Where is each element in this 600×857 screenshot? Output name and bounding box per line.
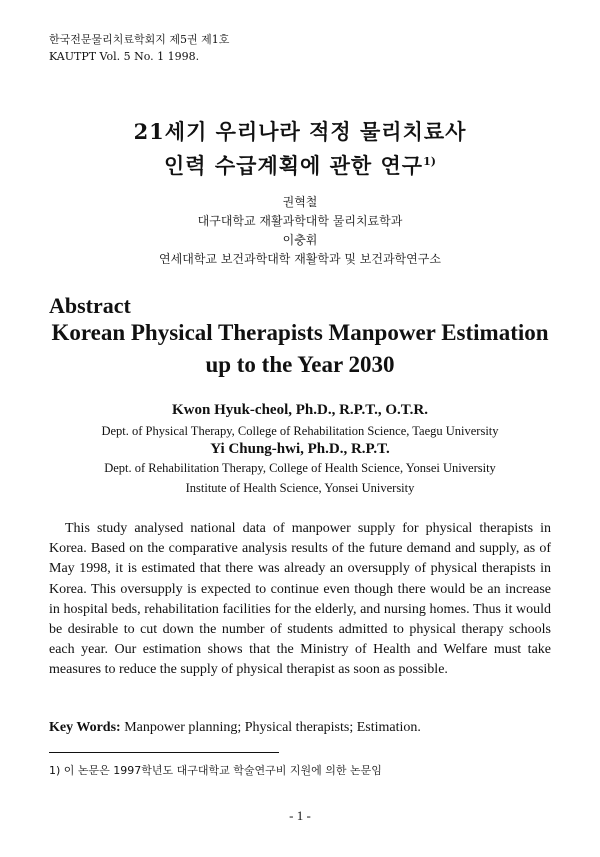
title-footnote-mark: 1): [423, 155, 436, 168]
korean-affiliation-2: 연세대학교 보건과학대학 재활학과 및 보건과학연구소: [159, 252, 441, 266]
page-number: - 1 -: [289, 808, 311, 823]
korean-title-line2-text: 인력 수급계획에 관한 연구: [164, 153, 424, 178]
english-affiliation-2a: Dept. of Rehabilitation Therapy, College of Health Science, Yonsei University: [104, 461, 496, 475]
english-author-1: Kwon Hyuk-cheol, Ph.D., R.P.T., O.T.R.: [171, 402, 428, 418]
english-affiliation-2b: Institute of Health Science, Yonsei University: [185, 481, 415, 495]
abstract-body: This study analysed national data of manpower supply for physical therapists in Korea. Based on the comparative analysis results of the future demand and supply, as of May 1998, it is estimated that there was already an oversupply of physical therapists in Korea. This oversupply is expected to continue even though there would be an increase in hospital beds, rehabilitation facilities for the elderly, and nursing homes. Thus it would be desirable to cut down the number of students admitted to physical therapy schools each year. Our estimation shows that the Ministry of Health and Welfare must take measures to reduce the supply of physical therapist as soon as possible.: [49, 521, 551, 678]
keywords: [49, 720, 421, 736]
keywords-label: Key Words:: [49, 720, 121, 735]
journal-volume-line: KAUTPT Vol. 5 No. 1 1998.: [49, 50, 200, 63]
korean-title-line2: [0, 148, 600, 180]
journal-header: [49, 31, 229, 65]
abstract-heading: Abstract: [49, 293, 131, 318]
keywords-text: Manpower planning; Physical therapists; Estimation.: [120, 720, 421, 735]
footnote: 1) 이 논문은 1997학년도 대구대학교 학술연구비 지원에 의한 논문임: [49, 764, 382, 777]
korean-title-line1: 21세기 우리나라 적정 물리치료사: [133, 119, 467, 144]
footnote-divider: [49, 752, 279, 753]
korean-author-2: 이충휘: [282, 233, 318, 247]
english-title-line2: up to the Year 2030: [205, 352, 395, 377]
english-author-2: Yi Chung-hwi, Ph.D., R.P.T.: [210, 441, 390, 457]
english-affiliation-1: Dept. of Physical Therapy, College of Rehabilitation Science, Taegu University: [101, 424, 499, 438]
english-title-line1: Korean Physical Therapists Manpower Estimation: [51, 320, 549, 345]
korean-author-1: 권혁철: [282, 195, 318, 209]
korean-affiliation-1: 대구대학교 재활과학대학 물리치료학과: [197, 214, 403, 228]
journal-korean-line: 한국전문물리치료학회지 제5권 제1호: [49, 33, 230, 46]
